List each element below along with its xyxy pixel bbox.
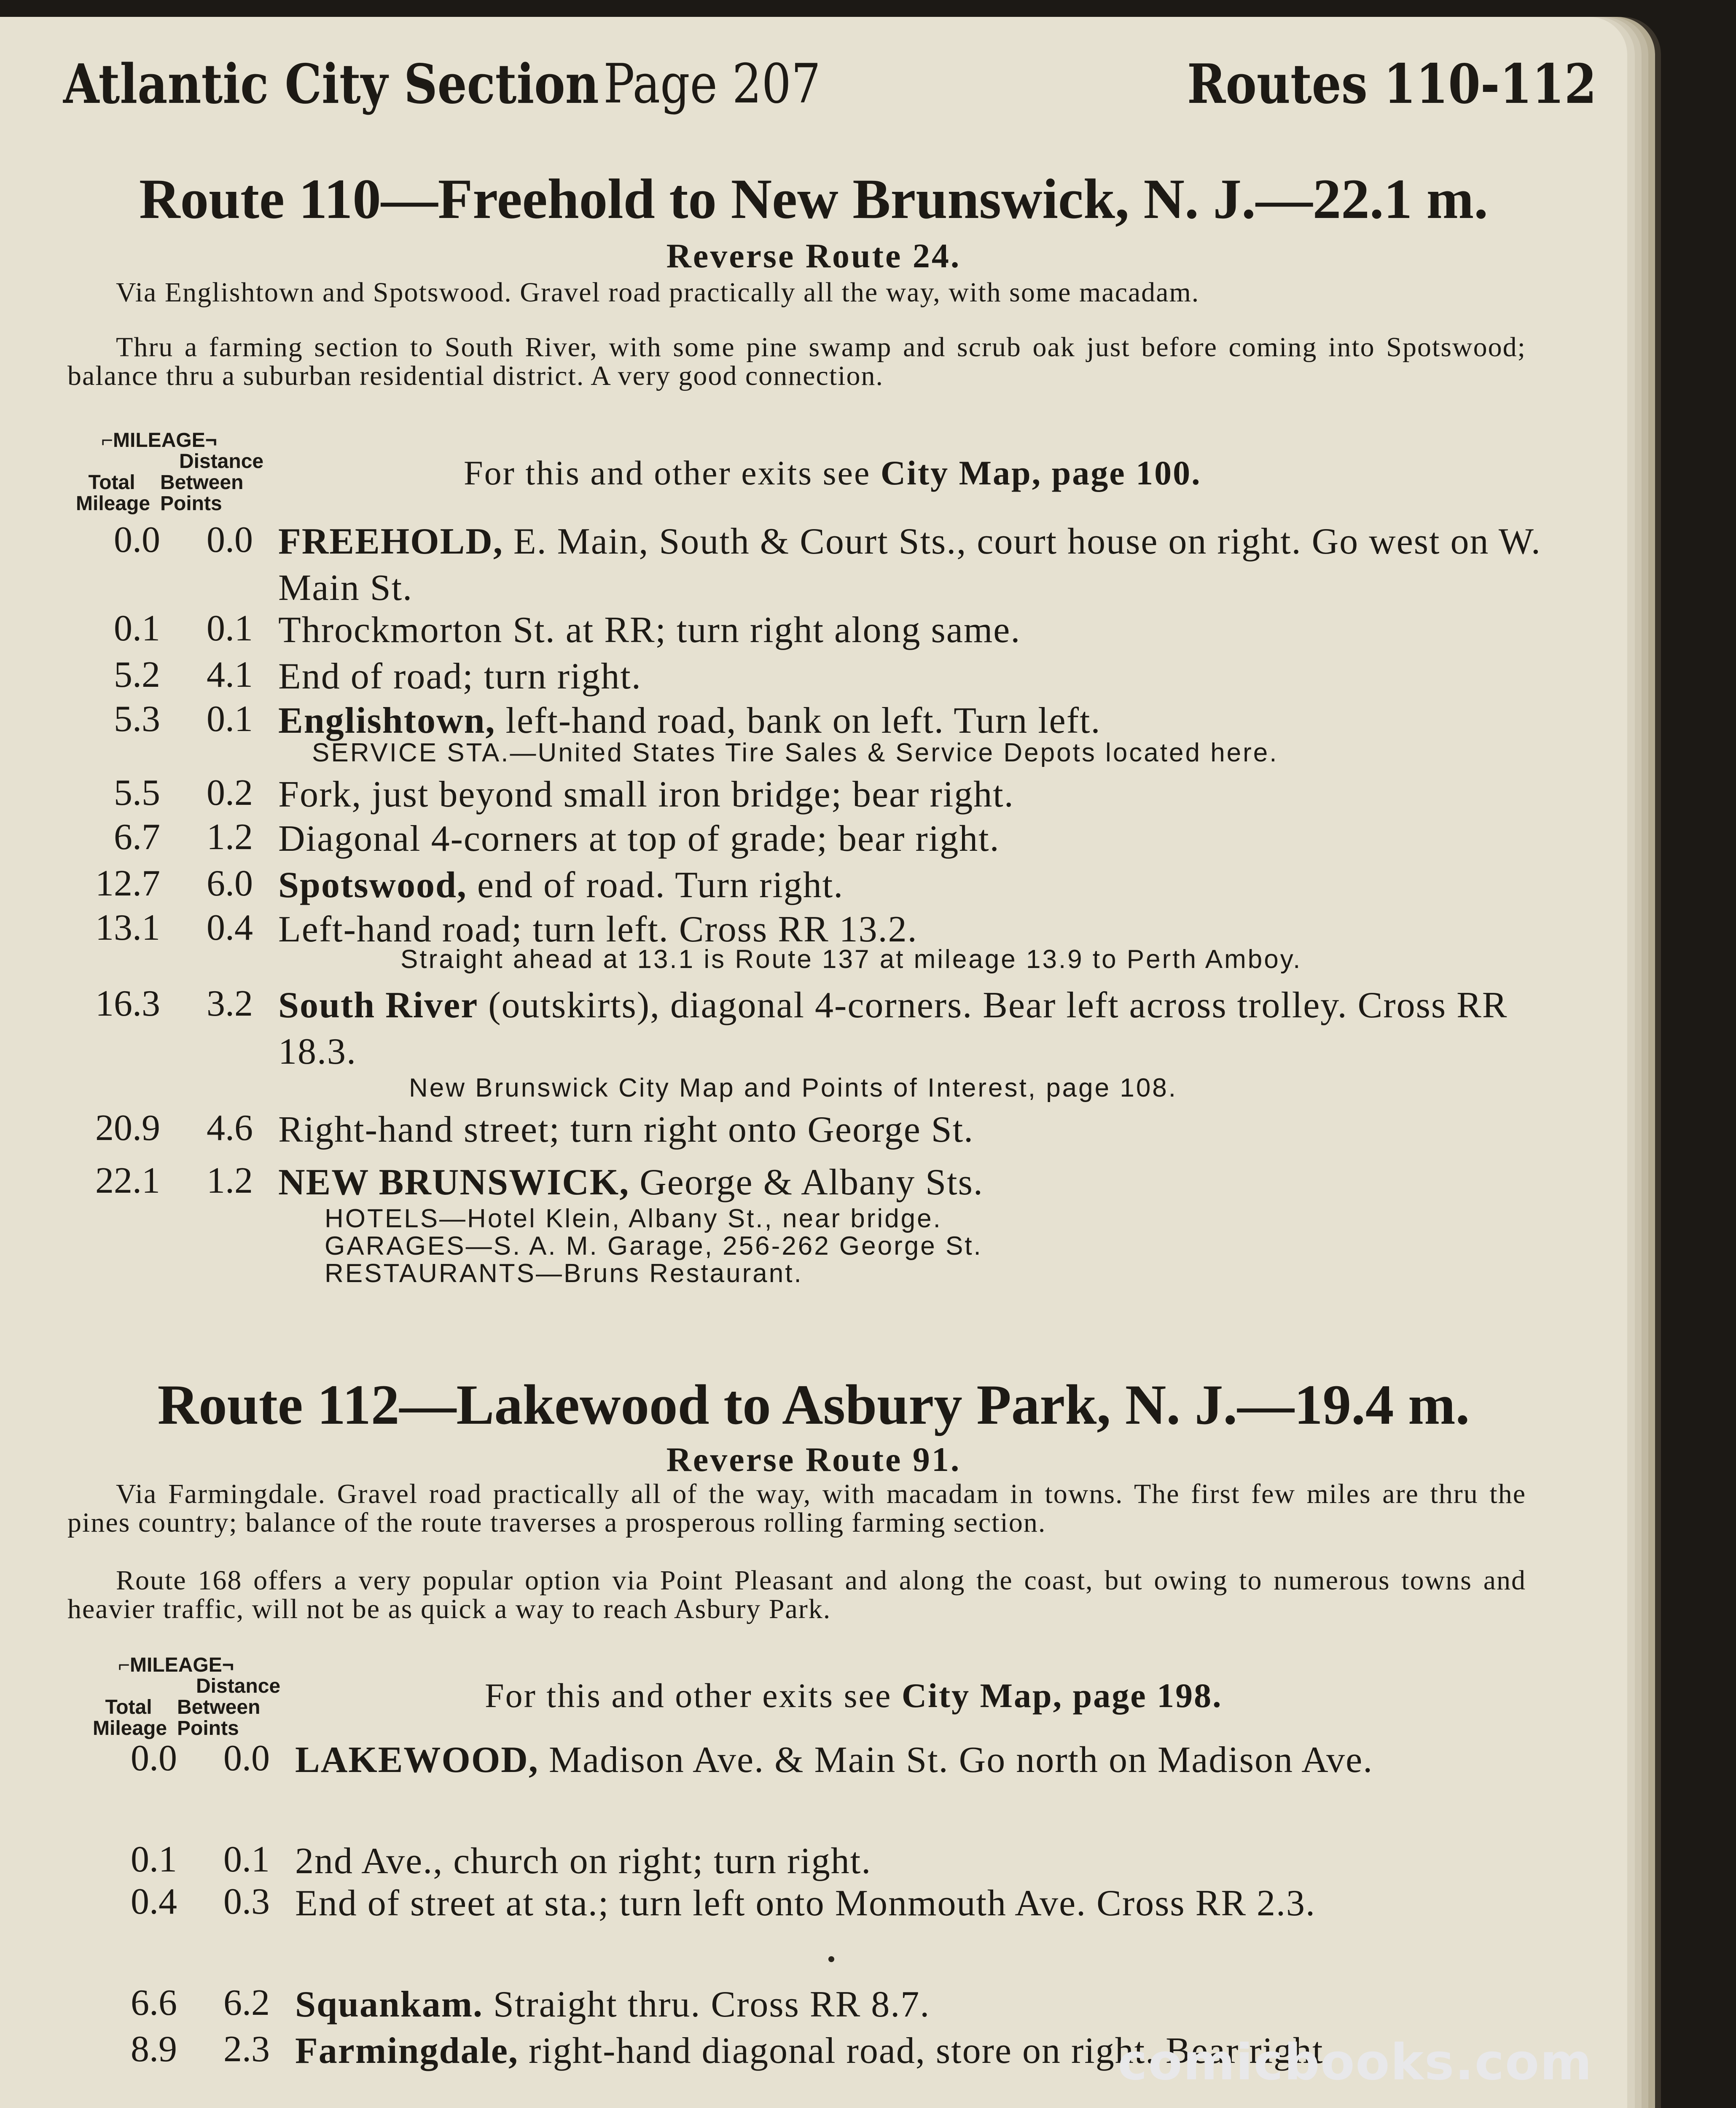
total-label: Total xyxy=(105,1696,152,1718)
print-speck xyxy=(828,1956,834,1962)
mileage-col-label: Mileage xyxy=(93,1717,167,1740)
route-112-description-2: Route 168 offers a very popular option via Point Pleasant and along the coast, but owing to numerous towns and heavier traffic, will not be as quick a way to reach Asbury Park. xyxy=(67,1565,1526,1624)
mileage-label: ⌐MILEAGE¬ xyxy=(118,1654,234,1676)
garages-note: GARAGES—S. A. M. Garage, 256-262 George St. xyxy=(325,1231,983,1261)
route-112-title: Route 112—Lakewood to Asbury Park, N. J.—19.4 m. xyxy=(157,1374,1470,1436)
route-110-description-1: Via Englishtown and Spotswood. Gravel road practically all the way, with some macadam. xyxy=(116,277,1200,308)
book-page: Atlantic City Section Page 207 Routes 110-112 Route 110—Freehold to New Brunswick, N. J.—22.1 m. Reverse Route 24. Via Englishtown and Spotswood. Gravel road practically all the way, with some macadam. Thru a farming section to South River, with some pine swamp and scrub oak just before coming into Spotswood; balance thru a suburban residential district. A very good connection. ⌐MILEAGE¬ Distance Total Between Mileage Points For this and other exits see City Map, page 100. 0.0 0.0 FREEHOLD, E. Main, South & Court Sts., court house on right. Go west on W. Main St. 0.1 0.1 Throckmorton St. at RR; turn right along same. 5.2 4.1 End of road; turn right. 5.3 0.1 Englishtown, left-hand road, bank on left. Turn left. SERVICE STA.—United States Tire Sales & Service Depots located here. 5.5 0.2 Fork, just beyond small iron bridge; bear right. 6.7 1.2 Diagonal 4-corners at top of grade; bear right. 12.7 6.0 Spotswood, end of road. Turn right. 13.1 0.4 Left-hand road; turn left. Cross RR 13.2. Straight ahead at 13.1 is Route 137 at mileage 13.9 to Perth Amboy. 16.3 3.2 South River (outskirts), diagonal 4-corners. Bear left across trolley. Cross RR 18.3. New Brunswick City Map and Points of Interest, page 108. 20.9 4.6 Right-hand street; turn right onto George St. 22.1 1.2 NEW BRUNSWICK, George & Albany Sts. HOTELS—Hotel Klein, Albany St., near bridge. GARAGES—S. A. M. Garage, 256-262 George St. RESTAURANTS—Bruns Restaurant. Route 112—Lakewood to Asbury Park, N. J.—19.4 m. Reverse Route 91. Via Farmingdale. Gravel road practically all of the way, with macadam in towns. The first few miles are thru the pines country; balance of the route traverses a prosperous rolling farming section. Route 168 offers a very popular option via Point Pleasant and along the coast, but owing to numerous towns and heavier traffic, will not be as quick a way to reach Asbury Park. ⌐MILEAGE¬ Distance Total Between Mileage Points For this and other exits see City Map, page 198. 0.0 0.0 LAKEWOOD, Madison Ave. & Main St. Go north on Madison Ave. 0.1 0.1 2nd Ave., church on right; turn right. 0.4 0.3 End of street at sta.; turn left onto Monmouth Ave. Cross RR 2.3. 6.6 6.2 Squankam. Straight thru. Cross RR 8.7. 8.9 2.3 Farmingdale, right-hand diagonal road, store on right. Bear right. xyxy=(0,17,1627,2108)
route-112-entry: 8.9 2.3 Farmingdale, right-hand diagonal road, store on right. Bear right. xyxy=(131,2029,1334,2071)
route-110-entry: 16.3 3.2 South River (outskirts), diagonal 4-corners. Bear left across trolley. Cross RR 18.3. xyxy=(95,983,1508,1072)
route-110-title: Route 110—Freehold to New Brunswick, N. J.—22.1 m. xyxy=(139,168,1488,231)
distance-label: Distance xyxy=(179,450,264,473)
route-110-entry: 0.0 0.0 FREEHOLD, E. Main, South & Court Sts., court house on right. Go west on W. Main St. xyxy=(114,519,1541,608)
points-label: Points xyxy=(160,492,222,515)
between-label: Between xyxy=(160,471,244,494)
route-110-description-2: Thru a farming section to South River, with some pine swamp and scrub oak just before coming into Spotswood; balance thru a suburban residential district. A very good connection. xyxy=(67,332,1526,391)
route-112-reverse: Reverse Route 91. xyxy=(666,1440,961,1479)
route-112-city-map-ref: For this and other exits see City Map, page 198. xyxy=(485,1676,1223,1715)
total-label: Total xyxy=(88,471,135,494)
straight-ahead-note: Straight ahead at 13.1 is Route 137 at mileage 13.9 to Perth Amboy. xyxy=(400,945,1302,974)
routes-range: Routes 110-112 xyxy=(1187,53,1597,116)
points-label: Points xyxy=(177,1717,239,1740)
hotels-note: HOTELS—Hotel Klein, Albany St., near bridge. xyxy=(325,1204,942,1233)
mileage-label: ⌐MILEAGE¬ xyxy=(101,429,217,452)
route-110-city-map-ref: For this and other exits see City Map, page 100. xyxy=(464,454,1201,492)
watermark: comicbooks.com xyxy=(1118,2033,1593,2091)
restaurants-note: RESTAURANTS—Bruns Restaurant. xyxy=(325,1259,803,1288)
page-number: Page 207 xyxy=(603,53,821,116)
route-112-entry: 0.0 0.0 LAKEWOOD, Madison Ave. & Main St. Go north on Madison Ave. xyxy=(131,1738,1373,1780)
route-110-mileage-header xyxy=(76,430,295,514)
route-112-mileage-header xyxy=(93,1655,312,1739)
mileage-col-label: Mileage xyxy=(76,492,150,515)
between-label: Between xyxy=(177,1696,261,1718)
distance-label: Distance xyxy=(196,1675,281,1697)
section-title: Atlantic City Section xyxy=(63,53,599,116)
route-112-entry: 0.4 0.3 End of street at sta.; turn left onto Monmouth Ave. Cross RR 2.3. xyxy=(131,1881,1316,1924)
service-station-note: SERVICE STA.—United States Tire Sales & Service Depots located here. xyxy=(312,738,1279,767)
route-112-description-1: Via Farmingdale. Gravel road practically all of the way, with macadam in towns. The first few miles are thru the pines country; balance of the route traverses a prosperous rolling farming section. xyxy=(67,1479,1526,1538)
city-map-note: New Brunswick City Map and Points of Interest, page 108. xyxy=(409,1073,1178,1102)
route-110-reverse: Reverse Route 24. xyxy=(666,237,961,275)
page-header xyxy=(63,53,1597,116)
